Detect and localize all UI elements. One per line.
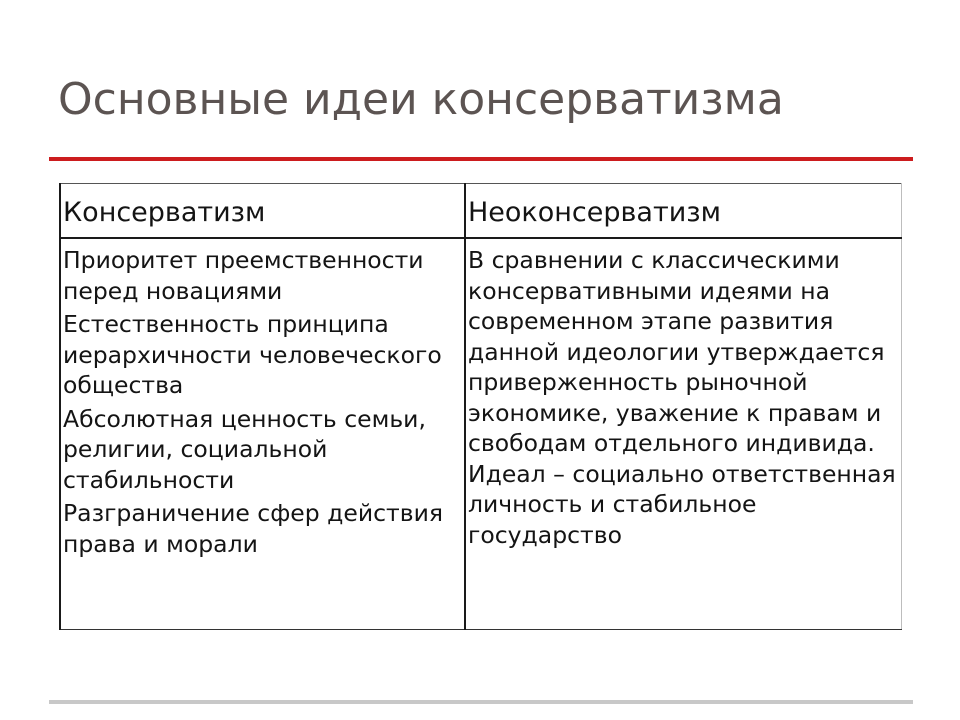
- conservatism-idea-item: Естественность принципа иерархичности человеческого общества: [63, 310, 442, 399]
- neoconservatism-description: В сравнении с классическими консервативными идеями на современном этапе развития данной идеологии утверждается приверженность рыночной экономике, уважение к правам и свободам отдельного индивида. Идеал – социально ответственная личность и стабильное государство: [468, 246, 896, 549]
- neoconservatism-cell: [465, 238, 901, 630]
- title-underline-rule: [49, 157, 913, 161]
- conservatism-cell: [60, 238, 465, 630]
- conservatism-idea-item: Приоритет преемственности перед новациями: [63, 246, 424, 305]
- table-header-row: [60, 184, 901, 239]
- table-row: [60, 238, 901, 630]
- conservatism-ideas-list: [63, 245, 460, 559]
- slide-title: Основные идеи консерватизма: [58, 74, 784, 125]
- bottom-divider-rule: [49, 700, 913, 704]
- comparison-table: [59, 183, 902, 630]
- header-neoconservatism: Неоконсерватизм: [465, 184, 901, 239]
- conservatism-idea-item: Абсолютная ценность семьи, религии, социальной стабильности: [63, 404, 426, 494]
- header-conservatism: Консерватизм: [60, 184, 465, 239]
- conservatism-idea-item: Разграничение сфер действия права и морали: [63, 499, 443, 558]
